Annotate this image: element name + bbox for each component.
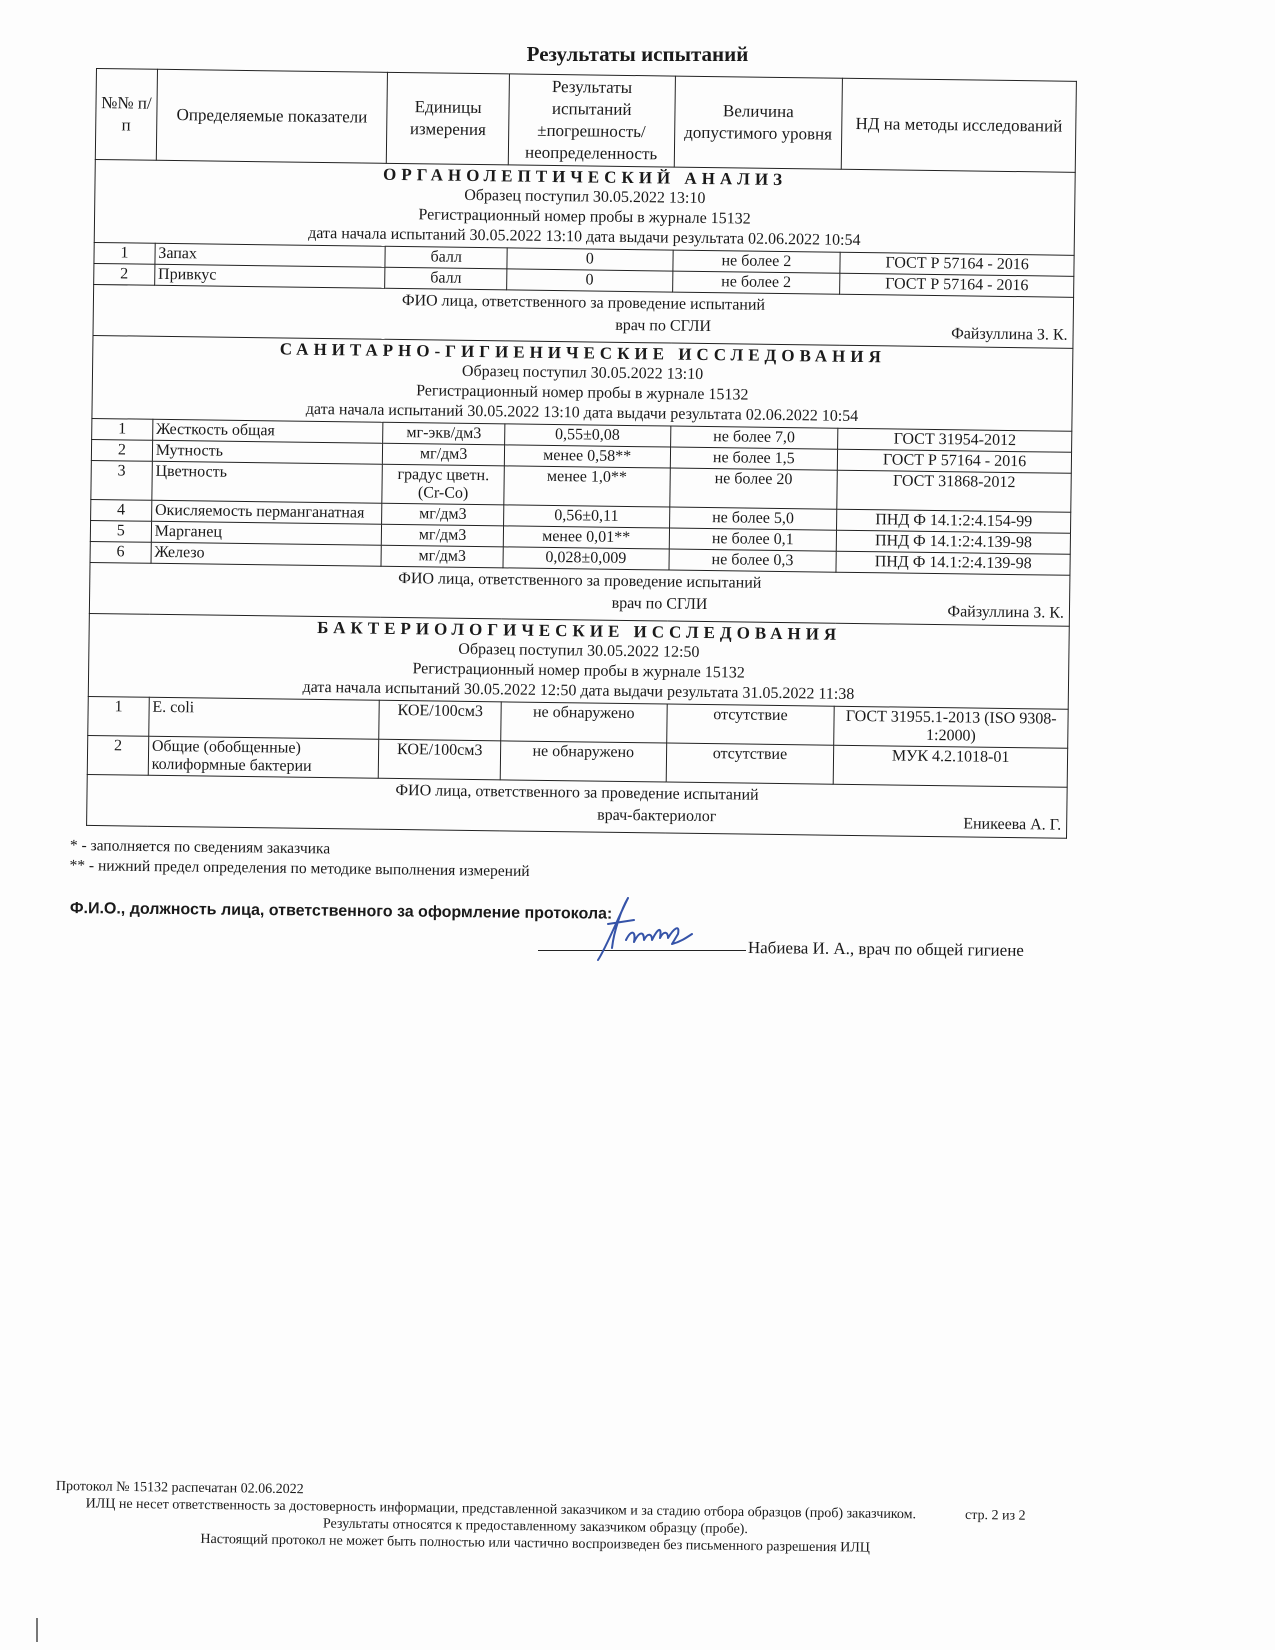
row-method: ГОСТ 31868-2012 <box>837 470 1071 512</box>
row-limit: отсутствие <box>666 704 834 745</box>
table-header-row <box>95 69 1076 173</box>
row-limit: не более 0,1 <box>669 528 837 551</box>
row-limit: отсутствие <box>666 743 834 784</box>
page-footer <box>55 1478 1026 1559</box>
row-unit: мг/дм3 <box>382 524 504 547</box>
scan-mark <box>36 1618 38 1642</box>
row-limit: не более 2 <box>672 250 840 273</box>
row-limit: не более 20 <box>669 468 837 509</box>
row-indicator: Железо <box>151 542 382 566</box>
responsible-position: врач по СГЛИ <box>615 316 712 336</box>
disclaimer-line: Настоящий протокол не может быть полностью или частично воспроизведен без письменного разрешения ИЛЦ <box>200 1531 870 1556</box>
row-method: ГОСТ Р 57164 - 2016 <box>840 252 1074 276</box>
test-dates: дата начала испытаний 30.05.2022 13:10 дата выдачи результата 02.06.2022 10:54 <box>308 224 861 250</box>
test-dates: дата начала испытаний 30.05.2022 13:10 дата выдачи результата 02.06.2022 10:54 <box>305 400 859 426</box>
row-limit: не более 1,5 <box>670 447 838 470</box>
row-unit: КОЕ/100см3 <box>379 739 501 780</box>
registration-number: Регистрационный номер пробы в журнале 15132 <box>418 206 751 228</box>
row-result: не обнаружено <box>501 702 667 743</box>
results-table <box>86 68 1077 839</box>
responsible-label: ФИО лица, ответственного за проведение испытаний <box>398 570 762 592</box>
footnote: * - заполняется по сведениям заказчика <box>69 836 331 858</box>
responsible-name: Файзуллина З. К. <box>951 325 1068 344</box>
section-title: САНИТАРНО-ГИГИЕНИЧЕСКИЕ ИССЛЕДОВАНИЯ <box>279 339 886 367</box>
responsible-position: врач-бактериолог <box>597 806 717 826</box>
row-method: ГОСТ 31954-2012 <box>838 428 1072 452</box>
row-result: менее 1,0** <box>504 466 670 507</box>
row-method: МУК 4.2.1018-01 <box>833 745 1067 787</box>
row-num: 2 <box>94 263 155 285</box>
test-dates: дата начала испытаний 30.05.2022 12:50 дата выдачи результата 31.05.2022 11:38 <box>302 678 855 703</box>
section-header-bacteriological <box>88 613 1069 709</box>
row-indicator: Общие (обобщенные) колиформные бактерии <box>148 736 379 778</box>
footnote: ** - нижний предел определения по методике выполнения измерений <box>69 856 530 881</box>
row-num: 3 <box>91 460 152 500</box>
row-unit: мг-экв/дм3 <box>383 422 505 445</box>
registration-number: Регистрационный номер пробы в журнале 15132 <box>416 382 749 404</box>
header-unit: Единицы измерения <box>387 72 510 165</box>
row-num: 5 <box>90 520 151 542</box>
row-result: не обнаружено <box>500 741 666 782</box>
row-method: ГОСТ Р 57164 - 2016 <box>840 273 1074 297</box>
row-num: 1 <box>94 242 155 264</box>
row-limit: не более 0,3 <box>669 549 837 572</box>
section-title: ОРГАНОЛЕПТИЧЕСКИЙ АНАЛИЗ <box>383 164 788 190</box>
responsible-position: врач по СГЛИ <box>611 594 708 614</box>
row-unit: градус цветн.(Cr-Co) <box>382 464 504 505</box>
row-num: 2 <box>91 439 152 461</box>
responsible-name: Файзуллина З. К. <box>947 603 1065 622</box>
row-indicator: Цветность <box>152 461 383 503</box>
sample-received: Образец поступил 30.05.2022 12:50 <box>458 640 700 661</box>
sample-received: Образец поступил 30.05.2022 13:10 <box>464 186 706 207</box>
row-method: ПНД Ф 14.1:2:4.139-98 <box>836 530 1070 554</box>
row-indicator: Привкус <box>154 264 385 288</box>
row-num: 1 <box>92 418 153 440</box>
row-limit: не более 7,0 <box>670 426 838 449</box>
header-method: НД на методы исследований <box>841 78 1076 172</box>
header-num: №№ п/п <box>95 69 157 161</box>
row-unit: мг/дм3 <box>383 443 505 466</box>
row-result: 0 <box>507 248 673 271</box>
responsible-name: Еникеева А. Г. <box>963 815 1062 834</box>
signer-name: Набиева И. А., врач по общей гигиене <box>747 938 1025 960</box>
row-method: ГОСТ Р 57164 - 2016 <box>838 449 1072 473</box>
header-indicator: Определяемые показатели <box>156 69 388 163</box>
row-indicator: Марганец <box>151 521 382 545</box>
section-title: БАКТЕРИОЛОГИЧЕСКИЕ ИССЛЕДОВАНИЯ <box>317 617 842 644</box>
row-result: 0 <box>507 269 673 292</box>
footnotes <box>69 836 530 882</box>
page-number: стр. 2 из 2 <box>964 1507 1026 1524</box>
row-result: менее 0,01** <box>503 526 669 549</box>
row-indicator: Мутность <box>152 440 383 464</box>
row-unit: КОЕ/100см3 <box>379 700 501 741</box>
responsible-label: ФИО лица, ответственного за проведение испытаний <box>395 781 759 804</box>
disclaimer-line: Результаты относятся к предоставленному заказчиком образцу (пробе). <box>322 1516 748 1538</box>
row-unit: балл <box>385 246 507 269</box>
row-result: 0,56±0,11 <box>503 505 669 528</box>
row-limit: не более 2 <box>672 271 840 294</box>
header-limit: Величина допустимого уровня <box>674 76 843 169</box>
disclaimer-line: ИЛЦ не несет ответственность за достоверность информации, представленной заказчиком и за стадию отбора образцов (проб) заказчиком. <box>85 1496 917 1523</box>
section-header-sanitary <box>92 335 1073 431</box>
responsible-label: ФИО лица, ответственного за проведение испытаний <box>401 292 766 314</box>
document-title: Результаты испытаний <box>526 42 749 66</box>
row-result: 0,55±0,08 <box>505 424 671 447</box>
row-method: ПНД Ф 14.1:2:4.154-99 <box>837 509 1071 533</box>
sample-received: Образец поступил 30.05.2022 13:10 <box>461 362 704 383</box>
signature-label: Ф.И.О., должность лица, ответственного за оформление протокола: <box>69 900 613 923</box>
row-method: ПНД Ф 14.1:2:4.139-98 <box>836 551 1070 575</box>
row-unit: балл <box>385 267 507 290</box>
row-unit: мг/дм3 <box>381 545 503 568</box>
row-result: 0,028±0,009 <box>503 547 669 570</box>
protocol-info: Протокол № 15132 распечатан 02.06.2022 <box>55 1478 304 1498</box>
row-limit: не более 5,0 <box>669 507 837 530</box>
section-header-organoleptic <box>94 159 1075 255</box>
row-num: 4 <box>91 499 152 521</box>
row-indicator: Окисляемость перманганатная <box>151 500 382 524</box>
registration-number: Регистрационный номер пробы в журнале 15132 <box>412 660 745 682</box>
row-unit: мг/дм3 <box>382 503 504 526</box>
row-method: ГОСТ 31955.1-2013 (ISO 9308-1:2000) <box>834 706 1068 748</box>
row-num: 1 <box>88 696 149 736</box>
row-indicator: E. coli <box>149 697 380 739</box>
header-result: Результаты испытаний ±погрешность/ неопределенность <box>508 74 675 167</box>
row-indicator: Жесткость общая <box>152 419 383 443</box>
row-num: 2 <box>87 735 148 775</box>
row-indicator: Запах <box>155 243 386 267</box>
row-num: 6 <box>90 541 151 563</box>
row-result: менее 0,58** <box>504 445 670 468</box>
handwritten-signature-icon <box>588 888 698 968</box>
